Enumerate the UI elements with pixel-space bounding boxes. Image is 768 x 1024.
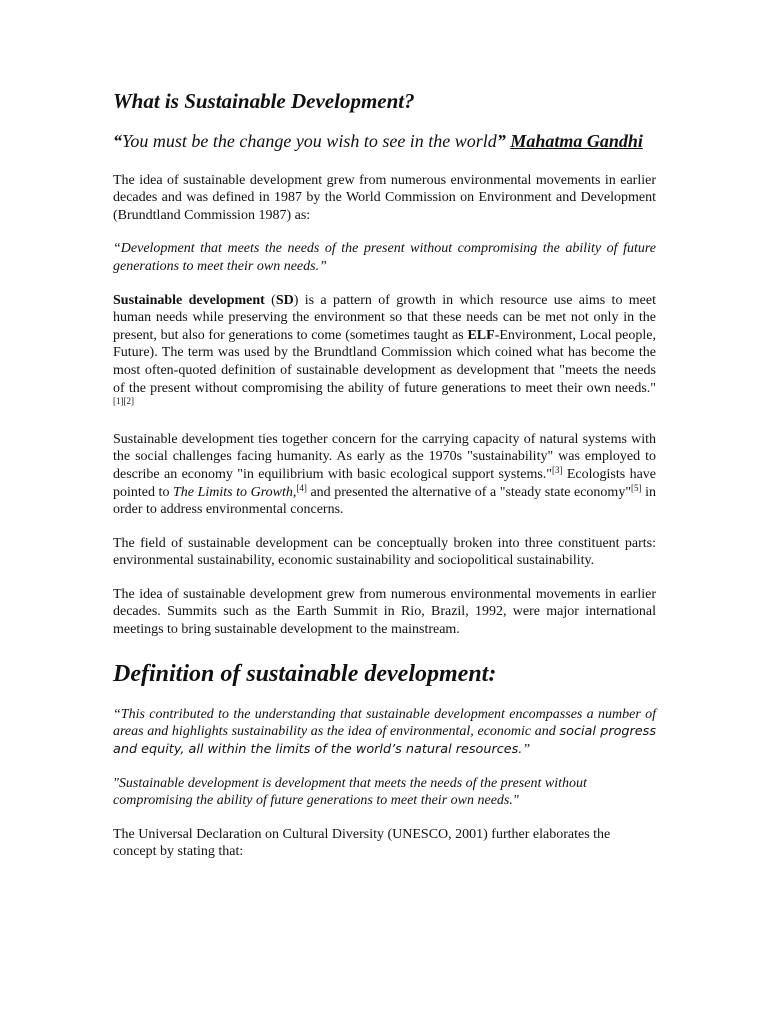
sd-abbr: SD <box>275 292 294 308</box>
quote-open-mark: “ <box>113 131 122 152</box>
reference-3[interactable]: [3] <box>552 464 563 475</box>
sd-text-b: -Environment, Local people, Future). The term was used by the Brundtland Commission which coined what has become the most often-quoted definition of sustainable development as development that "meets the needs of the present without compromising the ability of future generations to meet their own needs." <box>113 327 656 396</box>
gandhi-quote <box>113 129 656 153</box>
section-heading: Definition of sustainable development: <box>113 660 497 687</box>
unesco-paragraph: The Universal Declaration on Cultural Diversity (UNESCO, 2001) further elaborates the concept by stating that: <box>113 826 611 860</box>
document-body <box>113 88 656 877</box>
quote-author: Mahatma Gandhi <box>510 131 643 152</box>
sd-term: Sustainable development <box>113 292 265 308</box>
sd-open-paren: ( <box>264 292 276 308</box>
earth-summit-paragraph: The idea of sustainable development grew from numerous environmental movements in earlier decades. Summits such as the Earth Summit in Rio, Brazil, 1992, were major international meetings to bring sustainable development to the mainstream. <box>113 586 656 638</box>
understanding-quote <box>113 706 656 759</box>
sd-definition-paragraph <box>113 292 656 415</box>
sd-definition-quote: "Sustainable development is development that meets the needs of the present without compromising the ability of future generations to meet their own needs." <box>113 775 587 809</box>
reference-1-2[interactable]: [1][2] <box>113 396 134 407</box>
elf-term: ELF <box>467 327 495 343</box>
intro-paragraph: The idea of sustainable development grew from numerous environmental movements in earlier decades and was defined in 1987 by the World Commission on Environment and Development (Brundtland Commission 1987) as: <box>113 172 656 223</box>
limits-to-growth-title: The Limits to Growth <box>173 484 293 500</box>
quote-close-mark: ” <box>496 131 506 152</box>
brundtland-definition: “Development that meets the needs of the present without compromising the ability of future generations to meet their own needs.” <box>113 241 656 274</box>
p3-text-b: Ecologists have pointed to <box>113 466 656 500</box>
p3-text-d: and presented the alternative of a "steady state economy" <box>306 484 632 500</box>
carrying-capacity-paragraph <box>113 431 656 519</box>
p3-text-e: in order to address environmental concerns. <box>113 484 657 518</box>
def-quote1-close: ” <box>522 742 531 758</box>
quote-text: You must be the change you wish to see in the world <box>122 131 497 152</box>
p3-text-c: , <box>292 484 297 500</box>
reference-5[interactable]: [5] <box>631 482 642 493</box>
sd-text-a: ) is a pattern of growth in which resource use aims to meet human needs while preserving the environment so that these needs can be met not only in the present, but also for generations to come (sometimes taught as <box>113 292 656 343</box>
p3-text-a: Sustainable development ties together concern for the carrying capacity of natural systems with the social challenges facing humanity. As early as the 1970s "sustainability" was employed to describe an economy "in equilibrium with basic ecological support systems." <box>113 431 656 482</box>
page-title: What is Sustainable Development? <box>113 89 415 113</box>
three-parts-paragraph: The field of sustainable development can be conceptually broken into three constituent parts: environmental sustainability, economic sustainability and sociopolitical sustainability. <box>113 535 656 569</box>
def-quote1-text-a: “This contributed to the understanding that sustainable development encompasses a number of areas and highlights sustainability as the idea of environmental, economic and <box>113 706 656 740</box>
def-quote1-text-b: social progress and equity, all within the limits of the world’s natural resources. <box>113 724 656 758</box>
reference-4[interactable]: [4] <box>296 482 307 493</box>
